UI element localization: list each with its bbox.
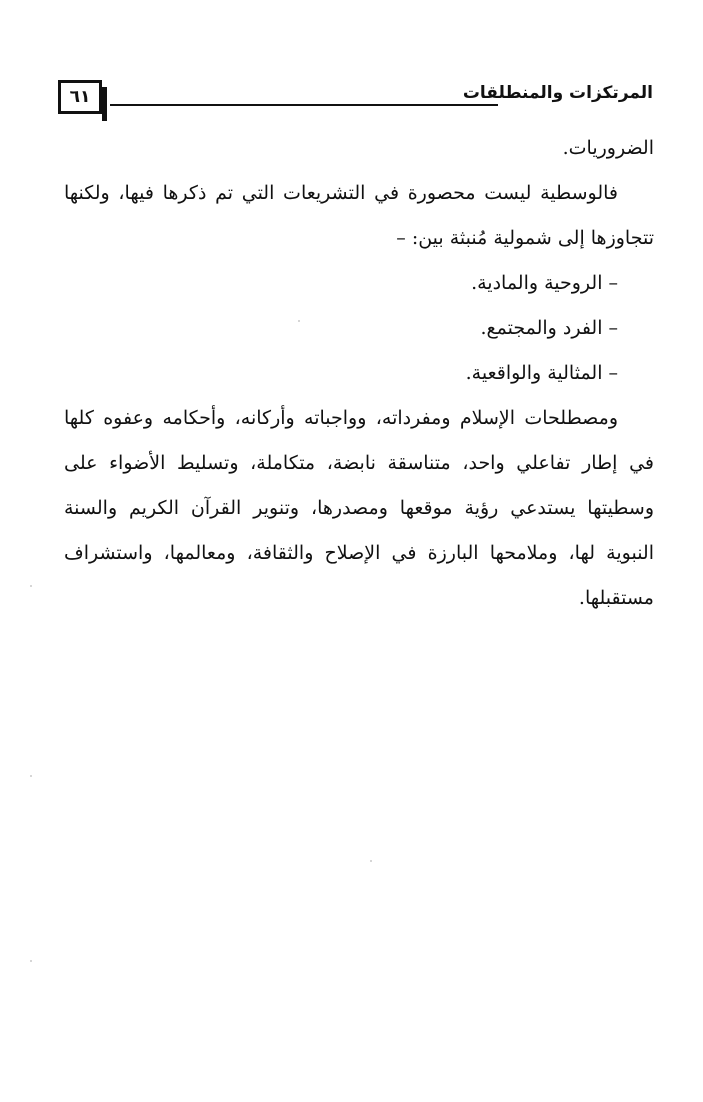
scan-speck: [298, 320, 300, 322]
list-item: [64, 261, 654, 306]
list-item-text: الفرد والمجتمع.: [480, 317, 603, 339]
list-item: [64, 351, 654, 396]
scan-speck: [30, 585, 32, 587]
header-rule: [110, 104, 498, 106]
list-item: [64, 306, 654, 351]
scan-speck: [30, 775, 32, 777]
page-body: [64, 126, 654, 621]
list-dash: –: [608, 272, 618, 294]
scan-speck: [370, 860, 372, 862]
paragraph-2: ومصطلحات الإسلام ومفرداته، وواجباته وأركانه، وأحكامه وعفوه كلها في إطار تفاعلي واحد، متناسقة نابضة، متكاملة، وتسليط الأضواء على وسطيتها يستدعي رؤية موقعها ومصدرها، وتنوير القرآن الكريم والسنة النبوية لها، وملامحها البارزة في الإصلاح والثقافة، ومعالمها، واستشراف مستقبلها.: [64, 407, 654, 609]
page-number: ٦١: [58, 80, 102, 114]
running-title: المرتكزات والمنطلقات: [462, 83, 653, 103]
list-item-text: المثالية والواقعية.: [465, 362, 603, 384]
scan-speck: [30, 960, 32, 962]
list-dash: –: [608, 362, 618, 384]
paragraph-1: فالوسطية ليست محصورة في التشريعات التي تم ذكرها فيها، ولكنها تتجاوزها إلى شمولية مُنبثة بين: –: [64, 182, 654, 249]
page-header: [58, 80, 653, 124]
list-dash: –: [608, 317, 618, 339]
list-item-text: الروحية والمادية.: [471, 272, 603, 294]
continued-line: الضروريات.: [562, 137, 654, 159]
